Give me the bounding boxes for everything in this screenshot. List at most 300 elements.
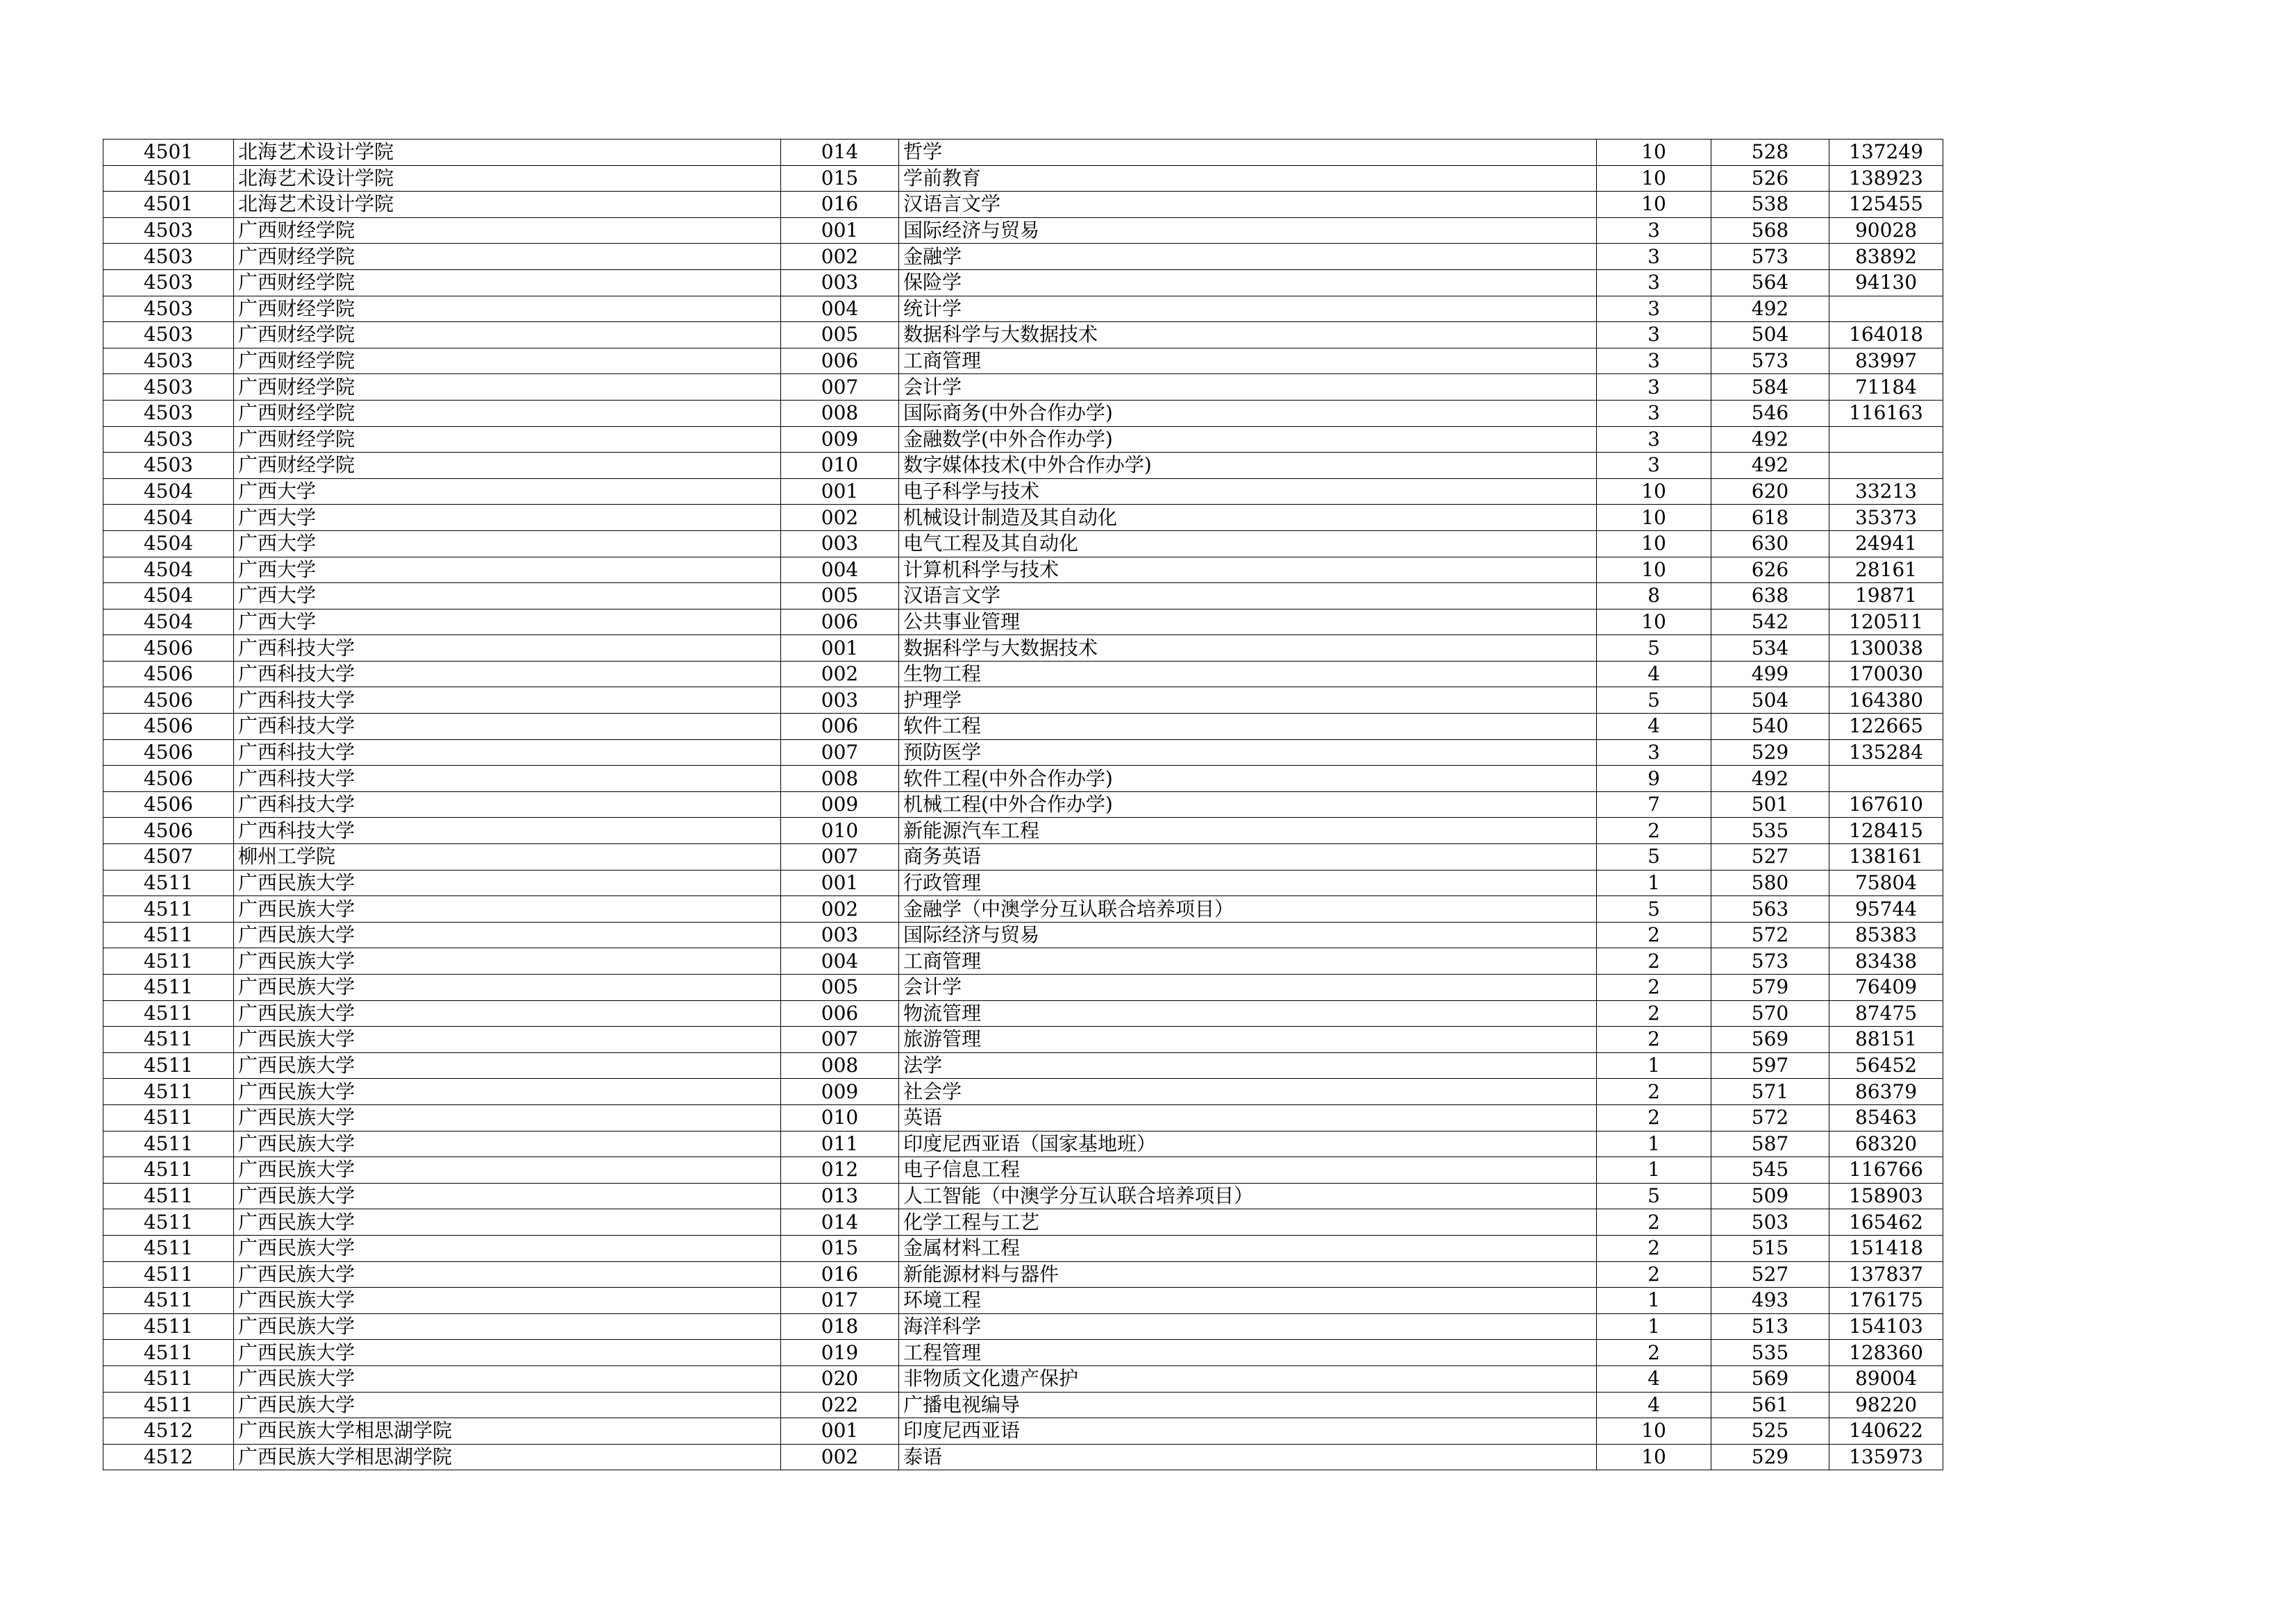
school-code-cell: 4504 — [103, 557, 234, 583]
school-code-cell: 4511 — [103, 975, 234, 1001]
min-score-cell: 504 — [1711, 687, 1829, 714]
school-code-cell: 4503 — [103, 400, 234, 426]
school-code-cell: 4503 — [103, 296, 234, 322]
school-code-cell: 4511 — [103, 1104, 234, 1131]
min-rank-cell: 116163 — [1829, 400, 1943, 426]
major-name-cell: 会计学 — [899, 975, 1597, 1001]
min-rank-cell: 83438 — [1829, 948, 1943, 975]
min-rank-cell: 86379 — [1829, 1079, 1943, 1105]
plan-count-cell: 3 — [1597, 244, 1711, 270]
major-code-cell: 001 — [781, 478, 899, 505]
table-row — [103, 1365, 1943, 1392]
min-score-cell: 534 — [1711, 635, 1829, 662]
table-row — [103, 714, 1943, 740]
table-row — [103, 453, 1943, 479]
school-name-cell: 广西民族大学 — [234, 975, 781, 1001]
min-score-cell: 525 — [1711, 1418, 1829, 1445]
school-code-cell: 4503 — [103, 244, 234, 270]
plan-count-cell: 10 — [1597, 192, 1711, 218]
table-row — [103, 1235, 1943, 1261]
school-code-cell: 4503 — [103, 453, 234, 479]
major-name-cell: 电子科学与技术 — [899, 478, 1597, 505]
major-name-cell: 金属材料工程 — [899, 1235, 1597, 1261]
school-code-cell: 4512 — [103, 1444, 234, 1470]
min-rank-cell: 68320 — [1829, 1131, 1943, 1157]
min-rank-cell: 151418 — [1829, 1235, 1943, 1261]
min-score-cell: 492 — [1711, 296, 1829, 322]
table-row — [103, 975, 1943, 1001]
plan-count-cell: 4 — [1597, 1392, 1711, 1418]
major-name-cell: 印度尼西亚语 — [899, 1418, 1597, 1445]
school-name-cell: 广西科技大学 — [234, 661, 781, 687]
school-name-cell: 广西大学 — [234, 583, 781, 609]
school-code-cell: 4511 — [103, 1340, 234, 1366]
table-row — [103, 217, 1943, 244]
plan-count-cell: 7 — [1597, 791, 1711, 818]
plan-count-cell: 4 — [1597, 714, 1711, 740]
min-rank-cell: 128360 — [1829, 1340, 1943, 1366]
major-code-cell: 017 — [781, 1288, 899, 1314]
school-name-cell: 广西科技大学 — [234, 766, 781, 792]
major-name-cell: 工商管理 — [899, 948, 1597, 975]
min-rank-cell: 87475 — [1829, 1000, 1943, 1027]
min-rank-cell: 95744 — [1829, 896, 1943, 923]
plan-count-cell: 1 — [1597, 1131, 1711, 1157]
plan-count-cell: 1 — [1597, 1052, 1711, 1079]
major-name-cell: 护理学 — [899, 687, 1597, 714]
plan-count-cell: 2 — [1597, 818, 1711, 844]
table-row — [103, 1157, 1943, 1184]
min-rank-cell: 167610 — [1829, 791, 1943, 818]
plan-count-cell: 3 — [1597, 400, 1711, 426]
major-name-cell: 非物质文化遗产保护 — [899, 1365, 1597, 1392]
school-code-cell: 4501 — [103, 140, 234, 166]
table-row — [103, 687, 1943, 714]
school-name-cell: 广西科技大学 — [234, 818, 781, 844]
school-code-cell: 4506 — [103, 818, 234, 844]
major-name-cell: 国际经济与贸易 — [899, 922, 1597, 948]
plan-count-cell: 2 — [1597, 1079, 1711, 1105]
table-row — [103, 244, 1943, 270]
major-name-cell: 计算机科学与技术 — [899, 557, 1597, 583]
school-name-cell: 广西民族大学 — [234, 1104, 781, 1131]
table-body — [103, 140, 1943, 1470]
min-score-cell: 492 — [1711, 453, 1829, 479]
major-name-cell: 广播电视编导 — [899, 1392, 1597, 1418]
min-rank-cell — [1829, 766, 1943, 792]
school-name-cell: 广西民族大学 — [234, 870, 781, 896]
major-name-cell: 公共事业管理 — [899, 609, 1597, 635]
school-name-cell: 广西民族大学 — [234, 922, 781, 948]
admission-table — [103, 139, 1943, 1470]
plan-count-cell: 10 — [1597, 505, 1711, 531]
school-code-cell: 4503 — [103, 269, 234, 296]
major-name-cell: 英语 — [899, 1104, 1597, 1131]
school-name-cell: 广西民族大学 — [234, 1052, 781, 1079]
major-name-cell: 汉语言文学 — [899, 583, 1597, 609]
min-score-cell: 573 — [1711, 244, 1829, 270]
major-name-cell: 印度尼西亚语（国家基地班） — [899, 1131, 1597, 1157]
plan-count-cell: 10 — [1597, 609, 1711, 635]
min-score-cell: 503 — [1711, 1209, 1829, 1236]
plan-count-cell: 2 — [1597, 922, 1711, 948]
table-row — [103, 140, 1943, 166]
school-code-cell: 4506 — [103, 739, 234, 766]
major-name-cell: 法学 — [899, 1052, 1597, 1079]
school-code-cell: 4511 — [103, 1079, 234, 1105]
major-code-cell: 003 — [781, 269, 899, 296]
major-code-cell: 013 — [781, 1183, 899, 1209]
school-code-cell: 4504 — [103, 505, 234, 531]
major-name-cell: 金融学（中澳学分互认联合培养项目） — [899, 896, 1597, 923]
min-score-cell: 587 — [1711, 1131, 1829, 1157]
min-rank-cell: 35373 — [1829, 505, 1943, 531]
min-score-cell: 545 — [1711, 1157, 1829, 1184]
school-code-cell: 4504 — [103, 530, 234, 557]
school-name-cell: 广西财经学院 — [234, 217, 781, 244]
major-code-cell: 011 — [781, 1131, 899, 1157]
major-name-cell: 电气工程及其自动化 — [899, 530, 1597, 557]
major-name-cell: 人工智能（中澳学分互认联合培养项目） — [899, 1183, 1597, 1209]
school-name-cell: 广西民族大学 — [234, 1313, 781, 1340]
school-code-cell: 4507 — [103, 844, 234, 871]
min-rank-cell: 24941 — [1829, 530, 1943, 557]
school-name-cell: 柳州工学院 — [234, 844, 781, 871]
table-row — [103, 922, 1943, 948]
major-name-cell: 海洋科学 — [899, 1313, 1597, 1340]
min-rank-cell: 120511 — [1829, 609, 1943, 635]
major-code-cell: 005 — [781, 975, 899, 1001]
plan-count-cell: 3 — [1597, 217, 1711, 244]
major-code-cell: 022 — [781, 1392, 899, 1418]
table-row — [103, 478, 1943, 505]
school-code-cell: 4511 — [103, 1288, 234, 1314]
table-row — [103, 1131, 1943, 1157]
min-score-cell: 569 — [1711, 1365, 1829, 1392]
major-code-cell: 009 — [781, 791, 899, 818]
major-name-cell: 会计学 — [899, 374, 1597, 401]
min-rank-cell: 19871 — [1829, 583, 1943, 609]
school-name-cell: 广西大学 — [234, 505, 781, 531]
major-code-cell: 016 — [781, 192, 899, 218]
school-code-cell: 4511 — [103, 1365, 234, 1392]
table-row — [103, 1313, 1943, 1340]
plan-count-cell: 3 — [1597, 296, 1711, 322]
plan-count-cell: 10 — [1597, 1444, 1711, 1470]
table-row — [103, 635, 1943, 662]
major-name-cell: 数据科学与大数据技术 — [899, 322, 1597, 348]
major-name-cell: 商务英语 — [899, 844, 1597, 871]
min-rank-cell: 154103 — [1829, 1313, 1943, 1340]
major-name-cell: 电子信息工程 — [899, 1157, 1597, 1184]
table-row — [103, 1104, 1943, 1131]
school-name-cell: 广西民族大学 — [234, 896, 781, 923]
school-code-cell: 4511 — [103, 1235, 234, 1261]
table-row — [103, 557, 1943, 583]
major-code-cell: 014 — [781, 140, 899, 166]
table-row — [103, 583, 1943, 609]
major-code-cell: 003 — [781, 687, 899, 714]
major-name-cell: 新能源材料与器件 — [899, 1261, 1597, 1288]
table-row — [103, 426, 1943, 453]
min-rank-cell: 56452 — [1829, 1052, 1943, 1079]
table-row — [103, 269, 1943, 296]
min-rank-cell — [1829, 296, 1943, 322]
major-code-cell: 007 — [781, 1027, 899, 1053]
min-score-cell: 564 — [1711, 269, 1829, 296]
school-name-cell: 广西民族大学 — [234, 1392, 781, 1418]
major-code-cell: 006 — [781, 714, 899, 740]
major-code-cell: 001 — [781, 1418, 899, 1445]
major-code-cell: 008 — [781, 400, 899, 426]
min-score-cell: 535 — [1711, 818, 1829, 844]
plan-count-cell: 1 — [1597, 1157, 1711, 1184]
plan-count-cell: 5 — [1597, 1183, 1711, 1209]
major-name-cell: 保险学 — [899, 269, 1597, 296]
plan-count-cell: 2 — [1597, 1261, 1711, 1288]
min-rank-cell: 158903 — [1829, 1183, 1943, 1209]
school-code-cell: 4511 — [103, 1392, 234, 1418]
school-code-cell: 4506 — [103, 661, 234, 687]
school-name-cell: 北海艺术设计学院 — [234, 140, 781, 166]
school-code-cell: 4504 — [103, 609, 234, 635]
plan-count-cell: 3 — [1597, 739, 1711, 766]
school-name-cell: 广西科技大学 — [234, 791, 781, 818]
table-row — [103, 322, 1943, 348]
major-name-cell: 预防医学 — [899, 739, 1597, 766]
plan-count-cell: 3 — [1597, 269, 1711, 296]
school-code-cell: 4512 — [103, 1418, 234, 1445]
major-name-cell: 工程管理 — [899, 1340, 1597, 1366]
major-name-cell: 机械工程(中外合作办学) — [899, 791, 1597, 818]
major-code-cell: 004 — [781, 948, 899, 975]
plan-count-cell: 3 — [1597, 374, 1711, 401]
major-code-cell: 018 — [781, 1313, 899, 1340]
min-rank-cell — [1829, 453, 1943, 479]
min-rank-cell: 83997 — [1829, 348, 1943, 374]
school-code-cell: 4511 — [103, 1261, 234, 1288]
plan-count-cell: 1 — [1597, 1313, 1711, 1340]
min-rank-cell: 88151 — [1829, 1027, 1943, 1053]
school-name-cell: 广西民族大学 — [234, 1209, 781, 1236]
table-row — [103, 1418, 1943, 1445]
school-code-cell: 4511 — [103, 1183, 234, 1209]
school-name-cell: 北海艺术设计学院 — [234, 165, 781, 192]
major-code-cell: 006 — [781, 348, 899, 374]
table-row — [103, 165, 1943, 192]
table-row — [103, 374, 1943, 401]
table-row — [103, 844, 1943, 871]
plan-count-cell: 4 — [1597, 661, 1711, 687]
school-code-cell: 4511 — [103, 1157, 234, 1184]
school-name-cell: 广西科技大学 — [234, 635, 781, 662]
min-score-cell: 527 — [1711, 844, 1829, 871]
school-name-cell: 广西财经学院 — [234, 400, 781, 426]
school-code-cell: 4506 — [103, 687, 234, 714]
school-name-cell: 广西财经学院 — [234, 374, 781, 401]
school-code-cell: 4503 — [103, 374, 234, 401]
min-score-cell: 526 — [1711, 165, 1829, 192]
major-code-cell: 007 — [781, 374, 899, 401]
plan-count-cell: 2 — [1597, 1027, 1711, 1053]
major-code-cell: 007 — [781, 739, 899, 766]
plan-count-cell: 3 — [1597, 426, 1711, 453]
table-row — [103, 1261, 1943, 1288]
major-code-cell: 006 — [781, 1000, 899, 1027]
school-code-cell: 4511 — [103, 922, 234, 948]
table-row — [103, 1444, 1943, 1470]
major-name-cell: 环境工程 — [899, 1288, 1597, 1314]
plan-count-cell: 5 — [1597, 896, 1711, 923]
min-rank-cell: 137837 — [1829, 1261, 1943, 1288]
plan-count-cell: 10 — [1597, 478, 1711, 505]
min-rank-cell: 135284 — [1829, 739, 1943, 766]
major-name-cell: 泰语 — [899, 1444, 1597, 1470]
school-name-cell: 广西财经学院 — [234, 348, 781, 374]
school-code-cell: 4503 — [103, 348, 234, 374]
school-code-cell: 4501 — [103, 165, 234, 192]
min-score-cell: 515 — [1711, 1235, 1829, 1261]
major-code-cell: 016 — [781, 1261, 899, 1288]
min-score-cell: 529 — [1711, 739, 1829, 766]
table-row — [103, 948, 1943, 975]
min-score-cell: 572 — [1711, 922, 1829, 948]
table-row — [103, 1288, 1943, 1314]
min-score-cell: 571 — [1711, 1079, 1829, 1105]
plan-count-cell: 2 — [1597, 1235, 1711, 1261]
plan-count-cell: 10 — [1597, 557, 1711, 583]
school-name-cell: 广西财经学院 — [234, 322, 781, 348]
min-rank-cell: 85463 — [1829, 1104, 1943, 1131]
plan-count-cell: 8 — [1597, 583, 1711, 609]
min-score-cell: 579 — [1711, 975, 1829, 1001]
plan-count-cell: 10 — [1597, 1418, 1711, 1445]
plan-count-cell: 10 — [1597, 530, 1711, 557]
min-score-cell: 597 — [1711, 1052, 1829, 1079]
major-name-cell: 学前教育 — [899, 165, 1597, 192]
major-name-cell: 数字媒体技术(中外合作办学) — [899, 453, 1597, 479]
major-code-cell: 010 — [781, 453, 899, 479]
school-code-cell: 4503 — [103, 426, 234, 453]
school-name-cell: 广西民族大学 — [234, 1288, 781, 1314]
major-name-cell: 旅游管理 — [899, 1027, 1597, 1053]
major-code-cell: 001 — [781, 870, 899, 896]
school-code-cell: 4511 — [103, 1052, 234, 1079]
min-score-cell: 618 — [1711, 505, 1829, 531]
school-name-cell: 广西民族大学 — [234, 1235, 781, 1261]
min-score-cell: 540 — [1711, 714, 1829, 740]
table-row — [103, 791, 1943, 818]
table-row — [103, 348, 1943, 374]
table-row — [103, 870, 1943, 896]
min-rank-cell: 90028 — [1829, 217, 1943, 244]
min-score-cell: 492 — [1711, 766, 1829, 792]
major-name-cell: 国际商务(中外合作办学) — [899, 400, 1597, 426]
table-row — [103, 739, 1943, 766]
table-row — [103, 530, 1943, 557]
school-name-cell: 广西财经学院 — [234, 453, 781, 479]
min-rank-cell: 71184 — [1829, 374, 1943, 401]
school-name-cell: 广西大学 — [234, 557, 781, 583]
table-row — [103, 1027, 1943, 1053]
table-row — [103, 296, 1943, 322]
school-code-cell: 4511 — [103, 870, 234, 896]
min-rank-cell: 122665 — [1829, 714, 1943, 740]
min-score-cell: 546 — [1711, 400, 1829, 426]
plan-count-cell: 1 — [1597, 870, 1711, 896]
major-code-cell: 001 — [781, 217, 899, 244]
major-code-cell: 010 — [781, 1104, 899, 1131]
school-name-cell: 广西科技大学 — [234, 714, 781, 740]
major-code-cell: 010 — [781, 818, 899, 844]
school-code-cell: 4506 — [103, 766, 234, 792]
major-code-cell: 008 — [781, 1052, 899, 1079]
major-name-cell: 行政管理 — [899, 870, 1597, 896]
major-code-cell: 012 — [781, 1157, 899, 1184]
min-score-cell: 584 — [1711, 374, 1829, 401]
min-score-cell: 570 — [1711, 1000, 1829, 1027]
min-score-cell: 573 — [1711, 348, 1829, 374]
major-code-cell: 014 — [781, 1209, 899, 1236]
school-name-cell: 广西财经学院 — [234, 244, 781, 270]
school-code-cell: 4511 — [103, 1131, 234, 1157]
major-name-cell: 工商管理 — [899, 348, 1597, 374]
major-code-cell: 008 — [781, 766, 899, 792]
major-name-cell: 软件工程(中外合作办学) — [899, 766, 1597, 792]
table-row — [103, 766, 1943, 792]
min-rank-cell: 85383 — [1829, 922, 1943, 948]
major-code-cell: 002 — [781, 1444, 899, 1470]
major-name-cell: 汉语言文学 — [899, 192, 1597, 218]
school-code-cell: 4501 — [103, 192, 234, 218]
school-code-cell: 4511 — [103, 1313, 234, 1340]
plan-count-cell: 9 — [1597, 766, 1711, 792]
school-name-cell: 广西民族大学 — [234, 1131, 781, 1157]
school-name-cell: 广西财经学院 — [234, 426, 781, 453]
min-rank-cell: 98220 — [1829, 1392, 1943, 1418]
min-rank-cell: 76409 — [1829, 975, 1943, 1001]
plan-count-cell: 10 — [1597, 140, 1711, 166]
school-code-cell: 4503 — [103, 322, 234, 348]
min-score-cell: 630 — [1711, 530, 1829, 557]
table-row — [103, 1079, 1943, 1105]
plan-count-cell: 2 — [1597, 1209, 1711, 1236]
major-code-cell: 005 — [781, 583, 899, 609]
min-rank-cell: 89004 — [1829, 1365, 1943, 1392]
major-code-cell: 007 — [781, 844, 899, 871]
major-name-cell: 金融学 — [899, 244, 1597, 270]
school-code-cell: 4506 — [103, 791, 234, 818]
min-score-cell: 499 — [1711, 661, 1829, 687]
plan-count-cell: 2 — [1597, 1104, 1711, 1131]
min-score-cell: 538 — [1711, 192, 1829, 218]
school-code-cell: 4504 — [103, 478, 234, 505]
school-code-cell: 4504 — [103, 583, 234, 609]
table-row — [103, 1000, 1943, 1027]
min-score-cell: 528 — [1711, 140, 1829, 166]
school-code-cell: 4506 — [103, 635, 234, 662]
major-code-cell: 015 — [781, 1235, 899, 1261]
min-score-cell: 492 — [1711, 426, 1829, 453]
school-name-cell: 广西民族大学 — [234, 1365, 781, 1392]
major-code-cell: 005 — [781, 322, 899, 348]
school-name-cell: 北海艺术设计学院 — [234, 192, 781, 218]
plan-count-cell: 1 — [1597, 1288, 1711, 1314]
plan-count-cell: 5 — [1597, 844, 1711, 871]
school-name-cell: 广西民族大学 — [234, 1340, 781, 1366]
major-code-cell: 015 — [781, 165, 899, 192]
school-name-cell: 广西科技大学 — [234, 739, 781, 766]
